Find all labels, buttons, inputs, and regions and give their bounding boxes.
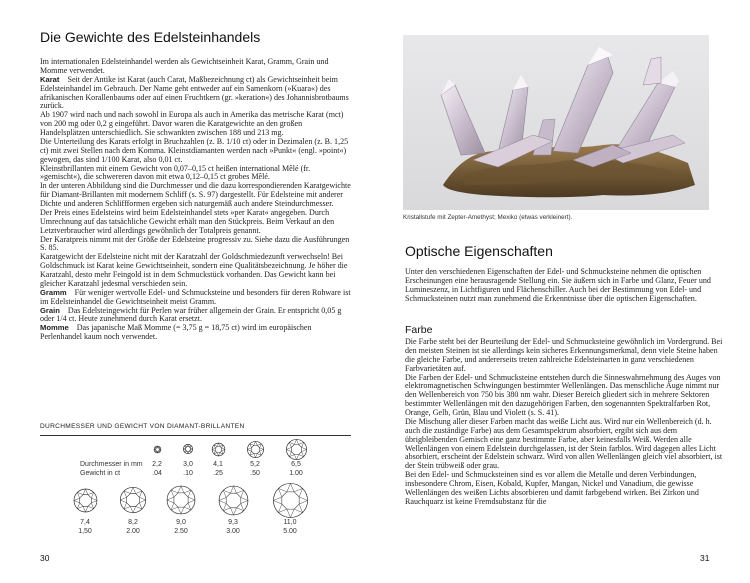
paragraph-text: Ab 1907 wird nach und nach sowohl in Europa als auch in Amerika das metrische Karat (mct) von 200 mg oder 0,2 g eingeführt. Davor waren die Karatgewichte an den großen Handelsplätzen unterschiedlich. Sie schwankten zwischen 188 und 213 mg.	[40, 110, 344, 137]
left-paragraph	[40, 253, 352, 289]
diamond-brilliant-icon	[72, 487, 99, 514]
weight-ct: 2.50	[174, 527, 188, 535]
right-page-number: 31	[700, 553, 710, 563]
paragraph-text: Kleinstbrillanten mit einem Gewicht von 0,07–0,15 ct heißen international Mêlé (fr. »gemischt«), die schwereren davon mit etwa 0,12–0,15 ct grobes Mêlé.	[40, 163, 311, 182]
diamond-size-value	[113, 519, 153, 536]
right-page	[375, 0, 750, 583]
weight-ct: 3.00	[226, 527, 240, 535]
paragraph-text: Karatgewicht der Edelsteine nicht mit der Karatzahl der Goldschmiedezunft verwechseln! Bei Goldschmuck ist Karat keine Gewichtseinheit, sondern eine Qualitätsbezeichnung. Je höher die Karatzahl, desto mehr Feingold ist in dem Schmuckstück vorhanden. Das Gewicht kann bei gleicher Karatzahl jedesmal verschieden sein.	[40, 252, 348, 288]
left-paragraph	[40, 165, 352, 183]
left-paragraph	[40, 307, 352, 325]
photo-caption: Kristallstufe mit Zepter-Amethyst; Mexiko (etwas verkleinert).	[403, 214, 573, 221]
diamond-brilliant-icon	[284, 437, 309, 462]
diameter-mm: 4,1	[213, 461, 223, 468]
weight-ct: .04	[152, 469, 162, 477]
diameter-mm: 8,2	[128, 519, 138, 526]
left-paragraph	[40, 58, 352, 76]
paragraph-text: Der Karatpreis nimmt mit der Größe der Edelsteine progressiv zu. Siehe dazu die Ausführungen S. 85.	[40, 234, 350, 253]
right-paragraph: Bei den Edel- und Schmucksteinen sind es vor allem die Metalle und deren Verbindungen, insbesondere Chrom, Eisen, Kobald, Kupfer, Mangan, Nickel und Vanadium, die gewisse Wellenlängen des weißen Lichts absorbieren und damit farbgebend wirken. Bei Zirkon und Rauchquarz ist keine Fremdsubstanz für die	[405, 470, 699, 506]
diameter-mm: 9,0	[176, 519, 186, 526]
diagram-title: DURCHMESSER UND GEWICHT VON DIAMANT-BRILLANTEN	[40, 423, 245, 430]
left-paragraph	[40, 209, 352, 236]
diamond-brilliant-icon	[152, 444, 163, 455]
weight-ct: 1.00	[289, 469, 303, 477]
paragraph-text: Im internationalen Edelsteinhandel werden als Gewichtseinheit Karat, Gramm, Grain und Momme verwendet.	[40, 57, 329, 75]
diameter-mm: 7,4	[80, 519, 90, 526]
left-page-title: Die Gewichte des Edelsteinhandels	[40, 29, 261, 45]
diamond-brilliant-icon	[181, 442, 195, 456]
paragraph-text: Das Edelsteingewicht für Perlen war früher allgemein der Grain. Er entspricht 0,05 g oder 1/4 ct. Heute zunehmend durch Karat ersetzt.	[40, 305, 342, 324]
right-intro	[405, 268, 723, 304]
diamond-brilliant-icon	[271, 481, 310, 520]
weight-ct: 1,50	[78, 527, 92, 535]
paragraph-text: In der unteren Abbildung sind die Durchmesser und die dazu korrespondierenden Karatgewichte für Diamant-Brillanten mit modernem Schliff (s. S. 97) dargestellt. Für Edelsteine mit anderer Dichte und anderen Schliffformen ergeben sich naturgemäß auch andere Steindurchmesser.	[40, 181, 351, 208]
diamond-brilliant-icon	[118, 485, 148, 515]
diameter-mm: 9,3	[228, 519, 238, 526]
diameter-mm: 11,0	[283, 519, 297, 526]
weight-ct: 2.00	[126, 527, 140, 535]
left-paragraph	[40, 236, 352, 254]
section-heading-farbe: Farbe	[405, 324, 433, 336]
paragraph-text: Für weniger wertvolle Edel- und Schmucksteine und besonders für deren Rohware ist im Edelsteinhandel die Gewichtseinheit meist Gramm.	[40, 287, 351, 306]
definition-term: Momme	[40, 323, 69, 333]
weight-ct: .10	[183, 469, 193, 477]
intro-paragraph: Unter den verschiedenen Eigenschaften der Edel- und Schmucksteine nehmen die optischen Erscheinungen eine herausragende Stellung ein. Sie äußern sich in Farbe und Glanz, Feuer und Lumineszenz, in Lichtfiguren und Flächenschiller. Auch bei der Bestimmung von Edel- und Schmucksteinen nutzt man zunehmend die Erkenntnisse über die optischen Eigenschaften.	[405, 267, 711, 303]
right-body-text	[405, 338, 723, 507]
left-paragraph	[40, 182, 352, 209]
left-body-text	[40, 58, 352, 342]
diamond-brilliant-icon	[245, 439, 266, 460]
weight-ct: .50	[250, 469, 260, 477]
diamond-size-value	[235, 461, 275, 478]
diamond-size-value	[276, 461, 316, 478]
left-page-number: 30	[40, 553, 50, 563]
diamond-size-value	[213, 519, 253, 536]
amethyst-crystal-cluster-photo	[403, 35, 709, 210]
definition-term: Gramm	[40, 287, 67, 297]
left-paragraph	[40, 76, 352, 112]
diamond-brilliant-icon	[165, 484, 197, 516]
diameter-mm: 3,0	[183, 461, 193, 468]
left-paragraph	[40, 289, 352, 307]
paragraph-text: Seit der Antike ist Karat (auch Carat, Maßbezeichnung ct) als Gewichtseinheit beim Edelsteinhandel im Gebrauch. Der Name geht entweder auf ein Samenkorn (»Kuara«) des afrikanischen Korallenbaums oder auf einen Fruchtkern (gr. »keration«) des Johannisbrotbaums zurück.	[40, 74, 349, 111]
label-weight: Gewicht in ct	[80, 470, 121, 477]
right-paragraph: Die Farben der Edel- und Schmucksteine entstehen durch die Sinneswahrnehmung des Auges von elektromagnetischen Schwingungen bestimmter Wellenlängen. Das menschliche Auge nimmt nur den Wellenbereich von 750 bis 380 nm wahr. Dieser Bereich gliedert sich in mehrere Sektoren bestimmter Wellenlängen mit den dazugehörigen Farben, den sogenannten Spektralfarben Rot, Orange, Gelb, Grün, Blau und Violett (s. S. 41).	[405, 372, 721, 417]
diamond-size-value	[270, 519, 310, 536]
right-page-title: Optische Eigenschaften	[405, 243, 553, 259]
diameter-mm: 5,2	[250, 461, 260, 468]
right-paragraph: Die Farbe steht bei der Beurteilung der Edel- und Schmucksteine gewöhnlich im Vordergrund. Bei den meisten Steinen ist sie allerdings kein sicheres Erkennungsmerkmal, denn viele Steine haben die gleiche Farbe, und andererseits treten zahlreiche Edelsteinarten in ganz verschiedenen Farbvarietäten auf.	[405, 337, 723, 373]
paragraph-text: Das japanische Maß Momme (= 3,75 g = 18,75 ct) wird im europäischen Perlenhandel kaum noch verwendet.	[40, 323, 312, 342]
definition-term: Grain	[40, 305, 60, 315]
diamond-brilliant-icon	[210, 441, 227, 458]
definition-term: Karat	[40, 74, 60, 84]
left-paragraph	[40, 111, 352, 138]
diameter-mm: 2,2	[152, 461, 162, 468]
weight-ct: .25	[213, 469, 223, 477]
left-paragraph	[40, 138, 352, 165]
left-paragraph	[40, 324, 352, 342]
diamond-brilliant-icon	[217, 484, 250, 517]
diamond-size-value	[65, 519, 105, 536]
label-diameter: Durchmesser in mm	[80, 461, 143, 468]
right-paragraph: Die Mischung aller dieser Farben macht das weiße Licht aus. Wird nur ein Wellenbereich (d. h. auch die zuständige Farbe) aus dem Gesamtspektrum absorbiert, ergibt sich aus dem übrigbleibenden Gemisch eine ganz bestimmte Farbe, aber keinesfalls Weiß. Werden alle Wellenlängen von einem Edelstein durchgelassen, ist der Stein farblos. Wird dagegen alles Licht absorbiert, erscheint der Edelstein schwarz. Wird von allen Wellenlängen gleich viel absorbiert, ist der Stein trübweiß oder grau.	[405, 416, 723, 471]
paragraph-text: Die Unterteilung des Karats erfolgt in Bruchzahlen (z. B. 1/10 ct) oder in Dezimalen (z. B. 1,25 ct) mit zwei Stellen nach dem Komma. Kleinstdiamanten werden nach »Punkt« (engl. »point«) gewogen, das sind 1/100 Karat, also 0,01 ct.	[40, 136, 349, 164]
diamond-size-value	[198, 461, 238, 478]
diameter-mm: 6,5	[291, 461, 301, 468]
weight-ct: 5.00	[283, 527, 297, 535]
diamond-size-value	[161, 519, 201, 536]
paragraph-text: Der Preis eines Edelsteins wird beim Edelsteinhandel stets »per Karat« angegeben. Durch Umrechnung auf das tatsächliche Gewicht erhält man den Stückpreis. Beim Verkauf an den Letztverbraucher wird allerdings gewöhnlich der Totalpreis genannt.	[40, 207, 335, 235]
